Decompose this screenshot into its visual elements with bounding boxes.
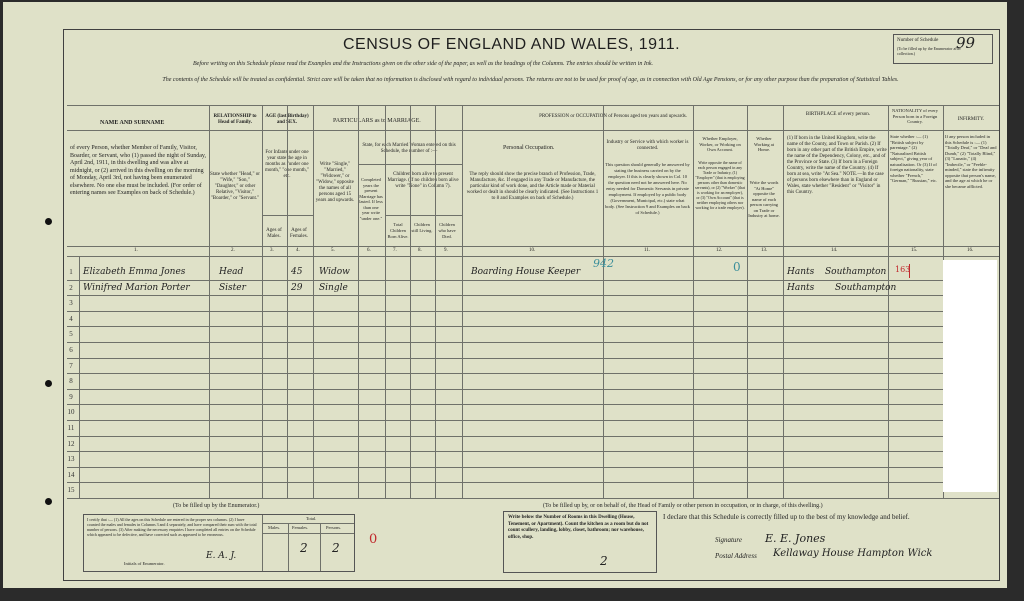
subheader-rule — [385, 215, 462, 216]
column-rule — [262, 105, 263, 498]
row-number: 1 — [69, 268, 73, 276]
row-number: 6 — [69, 346, 73, 354]
row-rule — [67, 498, 943, 499]
header-bottom-rule — [67, 256, 999, 257]
subheader-rule — [358, 164, 462, 165]
entry-age-female: 45 — [291, 267, 303, 277]
relationship-instructions: State whether "Head," or "Wife," "Son," "Daughter," or other Relative, "Visitor," "Boarder," or "Servant." — [210, 172, 260, 201]
enumerator-females-count: 2 — [300, 541, 308, 555]
header-age: AGE (last Birthday) and SEX. — [265, 114, 309, 125]
personal-occupation-label: Personal Occupation. — [503, 145, 555, 151]
head-section-heading: (To be filled up by, or on behalf of, the Head of Family or other person in occupation, or in charge, of this dwelling.) — [543, 503, 823, 509]
children-born-label: Children born alive to present Marriage. (If no children born alive write "None" in Column 7). — [387, 172, 459, 189]
row-number: 4 — [69, 314, 73, 323]
row-rule — [67, 342, 943, 343]
row-rule — [67, 436, 943, 437]
rooms-box — [503, 511, 657, 573]
header-birthplace: BIRTHPLACE of every person. — [805, 112, 871, 117]
header-profession: PROFESSION or OCCUPATION of Persons aged ten years and upwards. — [539, 114, 687, 119]
enumerator-initials: E. A. J. — [206, 551, 237, 561]
name-instructions: of every Person, whether Member of Family, Visitor, Boarder, or Servant, who (1) passed the night of Sunday, April 2nd, 1911, in this dwelling and was alive at midnight, or (2) arrived in this dwelling on the morning of Monday, April 3rd, not having been enumerated elsewhere. No one else must be included. (For order of entering names see Examples on back of Schedule.) — [70, 145, 207, 196]
entry-occupation: Boarding House Keeper — [471, 267, 581, 277]
column-rule — [287, 105, 288, 498]
subheader-rule — [67, 130, 999, 131]
subheader-rule — [262, 215, 313, 216]
entry-marital-status: Widow — [319, 267, 350, 277]
schedule-number-label: Number of Schedule — [897, 38, 939, 43]
row-number: 2 — [69, 283, 73, 292]
row-number: 14 — [67, 470, 75, 479]
entry-birth-county: Hants — [787, 283, 815, 293]
header-nationality: NATIONALITY of every Person born in a Foreign Country. — [891, 108, 939, 124]
schedule-number-note: (To be filled up by the Enumerator after collection.) — [897, 46, 961, 56]
enumerator-divider — [320, 523, 321, 571]
children-living-label: Children still Living. — [411, 222, 433, 233]
marital-instructions: Write "Single," "Married," "Widower," or "Widow," opposite the names of all persons aged 15 years and upwards. — [315, 162, 355, 203]
at-home-instructions: Write the words "At Home" opposite the name of each person carrying on Trade or Industry at home. — [748, 180, 780, 218]
header-name: NAME AND SURNAME — [100, 120, 165, 126]
column-number-rule — [67, 246, 999, 247]
enumerator-box — [83, 514, 355, 572]
enumerator-persons-count: 2 — [332, 541, 340, 555]
row-rule — [67, 482, 943, 483]
column-rule — [209, 105, 210, 498]
schedule-title: CENSUS OF ENGLAND AND WALES, 1911. — [343, 36, 681, 53]
column-number: 13. — [761, 248, 768, 253]
enumerator-red-mark: 0 — [369, 532, 378, 547]
ages-females-label: Ages of Females. — [290, 228, 308, 239]
entry-birth-town: Southampton — [835, 283, 897, 293]
employment-code: 0 — [733, 260, 741, 274]
column-rule — [462, 105, 463, 498]
postal-address-label: Postal Address — [715, 552, 757, 560]
enumerator-heading: (To be filled up by the Enumerator.) — [173, 503, 260, 509]
row-number: 10 — [67, 408, 75, 417]
employer-instructions: Write opposite the name of each person engaged in any Trade or Industry, (1) "Employer" (that is employing persons other than domestic servants), or (2) "Worker" (that is working for an employer), or (3) "Own Account" (that is neither employing others nor working for a trade employer). — [695, 160, 745, 210]
punch-hole — [45, 498, 52, 505]
enumerator-divider — [262, 533, 354, 534]
column-number: 8. — [418, 248, 422, 253]
row-number: 5 — [69, 330, 73, 339]
enumerator-divider — [288, 523, 289, 571]
row-number: 12 — [67, 439, 75, 448]
rooms-instructions: Write below the Number of Rooms in this Dwelling (House, Tenement, or Apartment). Count the kitchen as a room but do not count scullery, landing, lobby, closet, bathroom; nor warehouse, office, shop. — [508, 515, 649, 540]
row-rule — [67, 280, 943, 281]
enumerator-total-label: Total. — [306, 516, 317, 521]
row-rule — [67, 326, 943, 327]
column-number: 10. — [529, 248, 536, 253]
row-rule — [67, 404, 943, 405]
infirmity-instructions: If any person included in this Schedule is :— (1) "Totally Deaf," or "Deaf and Dumb," (2) "Totally Blind," (3) "Lunatic," (4) "Imbecile," or "Feeble-minded," state the infirmity opposite that person's name, and the age at which he or she became afflicted. — [945, 134, 997, 189]
enumerator-certification: I certify that :— (1) All the ages on this Schedule are entered in the proper sex columns. (2) I have counted the males and females in Columns 3 and 4 separately, and have compared their sum with the total number of persons. (3) After making the necessary enquiries I have completed all entries on the Schedule which appeared to be defective, and have corrected such as appeared to be erroneous. — [87, 517, 257, 537]
column-number: 6. — [367, 248, 371, 253]
enumerator-initials-label: Initials of Enumerator. — [124, 561, 165, 566]
enumerator-females-label: Females. — [292, 525, 309, 530]
column-rule — [783, 105, 784, 498]
row-rule — [67, 311, 943, 312]
column-number: 16. — [967, 248, 974, 253]
redacted-area — [943, 260, 997, 492]
schedule-number-box — [893, 34, 993, 64]
enumerator-males-label: Males. — [268, 525, 281, 530]
intro-instructions: Before writing on this Schedule please read the Examples and the Instructions given on the other side of the paper, as well as the headings of the Columns. The entries should be written in Ink. — [193, 61, 653, 67]
column-number: 9. — [444, 248, 448, 253]
confidentiality-notice: The contents of the Schedule will be treated as confidential. Strict care will be taken that no information is disclosed with regard to individual persons. The returns are not to be used for proof of age, as in connection with Old Age Pensions, or for any other purpose than the preparation of Statistical Tables. — [162, 77, 899, 83]
birthplace-instructions: (1) If born in the United Kingdom, write the name of the County, and Town or Parish. (2) If born in any other part of the British Empire, write the name of the Dependency, Colony, etc., and of the Province or State. (3) If born in a Foreign Country, write the name of the Country. (4) If born at sea, write "At Sea." NOTE.—In the case of persons born elsewhere than in England or Wales, state whether "Resident" or "Visitor" in this Country. — [787, 136, 887, 195]
column-number: 12. — [716, 248, 723, 253]
column-rule — [693, 105, 694, 498]
age-instructions: For Infants under one year state the age in months as "under one month," "one month," etc. — [265, 150, 309, 179]
occupation-code: 942 — [593, 257, 614, 270]
row-rule — [67, 389, 943, 390]
column-number: 4. — [296, 248, 300, 253]
census-schedule — [3, 2, 1007, 588]
nationality-instructions: State whether :— (1) "British subject by parentage." (2) "Naturalised British subject," giving year of naturalisation. Or (3) If of foreign nationality, state whether "French," "German," "Russian," etc. — [890, 134, 937, 183]
row-rule — [67, 420, 943, 421]
total-children-label: Total Children Born Alive. — [387, 222, 409, 239]
at-home-label: Whether Working at Home. — [753, 136, 774, 152]
industry-label: Industry or Service with which worker is connected. — [606, 140, 689, 151]
column-rule — [888, 105, 889, 498]
entry-age-female: 29 — [291, 283, 303, 293]
row-rule — [67, 373, 943, 374]
entry-name: Winifred Marion Porter — [83, 283, 190, 293]
column-rule — [313, 105, 314, 498]
column-number: 5. — [331, 248, 335, 253]
column-number: 14. — [831, 248, 838, 253]
ages-males-label: Ages of Males. — [266, 228, 282, 239]
column-number: 3. — [270, 248, 274, 253]
entry-relationship: Sister — [219, 283, 246, 293]
column-number: 15. — [911, 248, 918, 253]
row-number: 8 — [69, 377, 73, 386]
personal-occupation-instructions: The reply should show the precise branch of Profession, Trade, Manufacture, &c. If engaged in any Trade or Manufacture, the particular kind of work done, and the Article made or Material worked or dealt in should be clearly indicated. (See Instructions 1 to 8 and Examples on back of Schedule.) — [466, 172, 599, 201]
infirmity-code: 163 — [895, 265, 911, 274]
row-number: 7 — [69, 361, 73, 370]
children-died-label: Children who have Died. — [438, 222, 456, 239]
entry-relationship: Head — [219, 267, 244, 277]
row-rule — [67, 451, 943, 452]
entry-birth-town: Southampton — [825, 267, 887, 277]
signature-label: Signature — [715, 536, 742, 544]
industry-instructions: This question should generally be answered by stating the business carried on by the employer. If this is clearly shown in Col. 10 the question need not be answered here. No entry needed for Domestic Servants in private employment. If employed by a public body (Government, Municipal, etc.) state what body. (See Instruction 9 and Examples on back of Schedule.) — [605, 162, 690, 215]
row-rule — [67, 358, 943, 359]
row-number: 15 — [67, 486, 75, 495]
column-number: 11. — [644, 248, 651, 253]
married-woman-heading: State, for each Married Woman entered on this Schedule, the number of :— — [362, 143, 456, 154]
row-number: 11 — [67, 424, 75, 432]
entry-name: Elizabeth Emma Jones — [83, 267, 186, 277]
row-number: 13 — [67, 455, 75, 464]
column-rule — [603, 105, 604, 498]
column-number: 2. — [231, 248, 235, 253]
rooms-count: 2 — [600, 554, 608, 568]
row-number-rule — [79, 256, 80, 498]
entry-birth-county: Hants — [787, 267, 815, 277]
row-rule — [67, 295, 943, 296]
column-rule — [747, 105, 748, 498]
postal-address-value: Kellaway House Hampton Wick — [773, 548, 933, 559]
header-marriage: PARTICULARS as to MARRIAGE. — [333, 118, 421, 124]
schedule-number-value: 99 — [956, 34, 976, 52]
entry-marital-status: Single — [319, 283, 348, 293]
row-rule — [67, 467, 943, 468]
employer-label: Whether Employer, Worker, or Working on Own Account. — [699, 136, 741, 152]
punch-hole — [45, 218, 52, 225]
row-number: 3 — [69, 299, 73, 308]
signature-value: E. E. Jones — [765, 532, 826, 545]
years-married-label: Completed years the present Marriage has lasted. If less than one year write "under one." — [359, 177, 383, 221]
column-number: 7. — [393, 248, 397, 253]
column-number: 1. — [134, 248, 138, 253]
header-relationship: RELATIONSHIP to Head of Family. — [213, 114, 257, 125]
declaration-text: I declare that this Schedule is correctly filled up to the best of my knowledge and belief. — [663, 513, 910, 521]
enumerator-divider — [262, 523, 354, 524]
enumerator-persons-label: Persons. — [326, 525, 342, 530]
row-number: 9 — [69, 392, 73, 401]
header-top-rule — [67, 105, 999, 106]
header-infirmity: INFIRMITY. — [957, 117, 985, 122]
punch-hole — [45, 380, 52, 387]
red-check-mark — [909, 264, 910, 278]
